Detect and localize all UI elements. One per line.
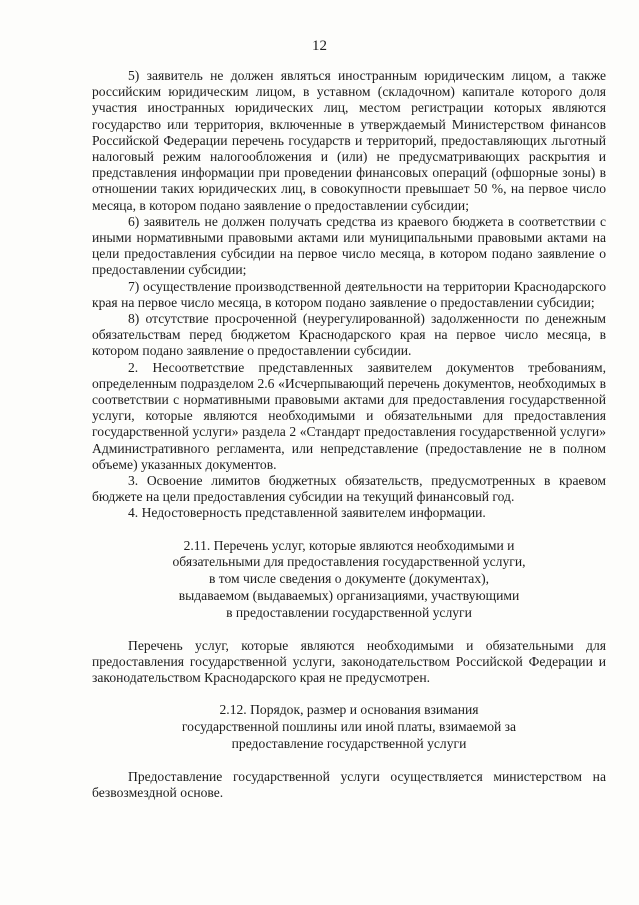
paragraph: 2. Несоответствие представленных заявителем документов требованиям, определенным подразделом 2.6 «Исчерпывающий перечень документов, необходимых в соответствии с нормативными правовыми актами для предоставления государственной услуги, которые являются необходимыми и обязательными для предоставления государственной услуги» раздела 2 «Стандарт предоставления государственной услуги» Административного регламента, или непредставление (предоставление не в полном объеме) указанных документов. — [92, 359, 606, 472]
page-number: 12 — [312, 38, 327, 54]
paragraph: Предоставление государственной услуги осуществляется министерством на безвозмездной основе. — [92, 768, 606, 800]
heading-line: 2.12. Порядок, размер и основания взимания — [219, 702, 479, 718]
paragraph: Перечень услуг, которые являются необходимыми и обязательными для предоставления государственной услуги, законодательством Российской Федерации и законодательством Краснодарского края не предусмотрен. — [92, 637, 606, 686]
heading-line: выдаваемом (выдаваемых) организациями, участвующими — [178, 588, 520, 604]
section-heading-2-12 — [92, 702, 606, 752]
document-body — [92, 68, 606, 801]
paragraph: 5) заявитель не должен являться иностранным юридическим лицом, а также российским юридическим лицом, в уставном (складочном) капитале которого доля участия иностранных юридических лиц, местом регистрации которых являются государство или территория, включенные в утверждаемый Министерством финансов Российской Федерации перечень государств и территорий, предоставляющих льготный налоговый режим налогообложения и (или) не предусматривающих раскрытия и представления информации при проведении финансовых операций (офшорные зоны) в отношении таких юридических лиц, в совокупности превышает 50 %, на первое число месяца, в котором подано заявление о предоставлении субсидии; — [92, 68, 606, 213]
heading-line: обязательными для предоставления государственной услуги, — [172, 554, 526, 570]
paragraph: 8) отсутствие просроченной (неурегулированной) задолженности по денежным обязательствам перед бюджетом Краснодарского края на первое число месяца, в котором подано заявление о предоставлении субсидии. — [92, 311, 606, 359]
heading-line: предоставление государственной услуги — [231, 735, 467, 751]
paragraph: 6) заявитель не должен получать средства из краевого бюджета в соответствии с иными нормативными правовыми актами или муниципальными правовыми актами на цели предоставления субсидии на первое число месяца, в котором подано заявление о предоставлении субсидии; — [92, 213, 606, 278]
heading-line: в предоставлении государственной услуги — [226, 604, 472, 620]
section-heading-2-11 — [92, 538, 606, 622]
paragraph: 7) осуществление производственной деятельности на территории Краснодарского края на первое число месяца, в котором подано заявление о предоставлении субсидии; — [92, 278, 606, 310]
heading-line: 2.11. Перечень услуг, которые являются необходимыми и — [183, 537, 515, 553]
paragraph: 3. Освоение лимитов бюджетных обязательств, предусмотренных в краевом бюджете на цели предоставления субсидии на текущий финансовый год. — [92, 473, 606, 505]
paragraph: 4. Недостоверность представленной заявителем информации. — [128, 505, 486, 521]
heading-line: в том числе сведения о документе (документах), — [208, 571, 490, 587]
heading-line: государственной пошлины или иной платы, взимаемой за — [181, 719, 517, 735]
